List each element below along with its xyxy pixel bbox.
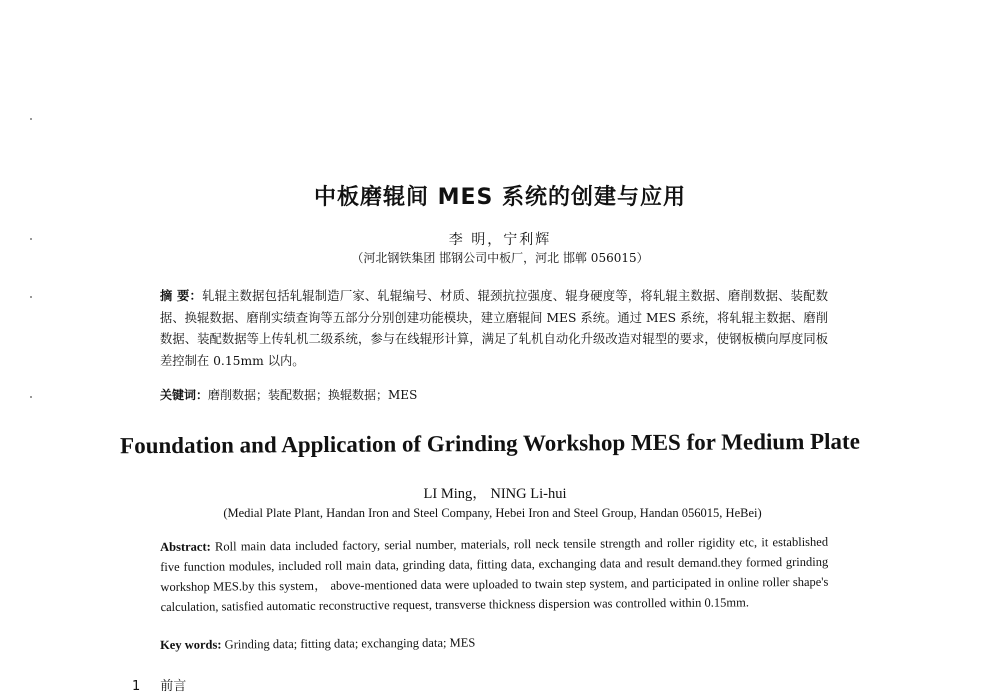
english-abstract-text: Roll main data included factory, serial number, materials, roll neck tensile strength and roller rigidity etc, it established five function modules, included roll main data, grinding data, fitting data, exchanging data and result demand.they formed grinding workshop MES.by this system， above-mentioned data were uploaded to twain step system, and participated in online roller shape's calculation, satisfied automatic reconstructive request, transverse thickness dispersion was controlled within 0.15mm.: [160, 534, 829, 614]
chinese-abstract-label: 摘 要：: [160, 289, 203, 303]
chinese-keywords: [160, 386, 828, 403]
chinese-abstract: [160, 286, 828, 372]
english-abstract: [160, 532, 829, 617]
chinese-authors: 李 明，宁利辉: [448, 232, 552, 248]
chinese-affiliation: （河北钢铁集团 邯钢公司中板厂，河北 邯郸 056015）: [351, 251, 649, 265]
chinese-keywords-label: 关键词：: [160, 388, 209, 402]
english-keywords: [160, 633, 828, 653]
chinese-keywords-text: 磨削数据；装配数据；换辊数据；MES: [208, 388, 418, 402]
english-authors: LI Ming， NING Li-hui: [423, 486, 567, 502]
scan-mark: [30, 396, 32, 398]
scan-mark: [30, 296, 32, 298]
english-title: Foundation and Application of Grinding Workshop MES for Medium Plate: [120, 428, 860, 459]
english-abstract-label: Abstract:: [160, 539, 211, 554]
english-affiliation: (Medial Plate Plant, Handan Iron and Steel Company, Hebei Iron and Steel Group, Handan 056015, HeBei): [223, 506, 762, 520]
chinese-title: 中板磨辊间 MES 系统的创建与应用: [313, 185, 687, 210]
english-keywords-label: Key words:: [160, 637, 222, 652]
section-number: 1: [132, 679, 141, 694]
chinese-abstract-text: 轧辊主数据包括轧辊制造厂家、轧辊编号、材质、辊颈抗拉强度、辊身硬度等，将轧辊主数据、磨削数据、装配数据、换辊数据、磨削实绩查询等五部分分别创建功能模块，建立磨辊间 MES 系统。通过 MES 系统，将轧辊主数据、磨削数据、装配数据等上传轧机二级系统，参与在线辊形计算，满足了轧机自动化升级改造对辊型的要求，使钢板横向厚度同板差控制在 0.15mm 以内。: [160, 289, 828, 368]
section-heading: [132, 675, 186, 694]
section-title: 前言: [160, 679, 187, 694]
scan-mark: [30, 118, 32, 120]
english-keywords-text: Grinding data; fitting data; exchanging data; MES: [224, 635, 476, 652]
